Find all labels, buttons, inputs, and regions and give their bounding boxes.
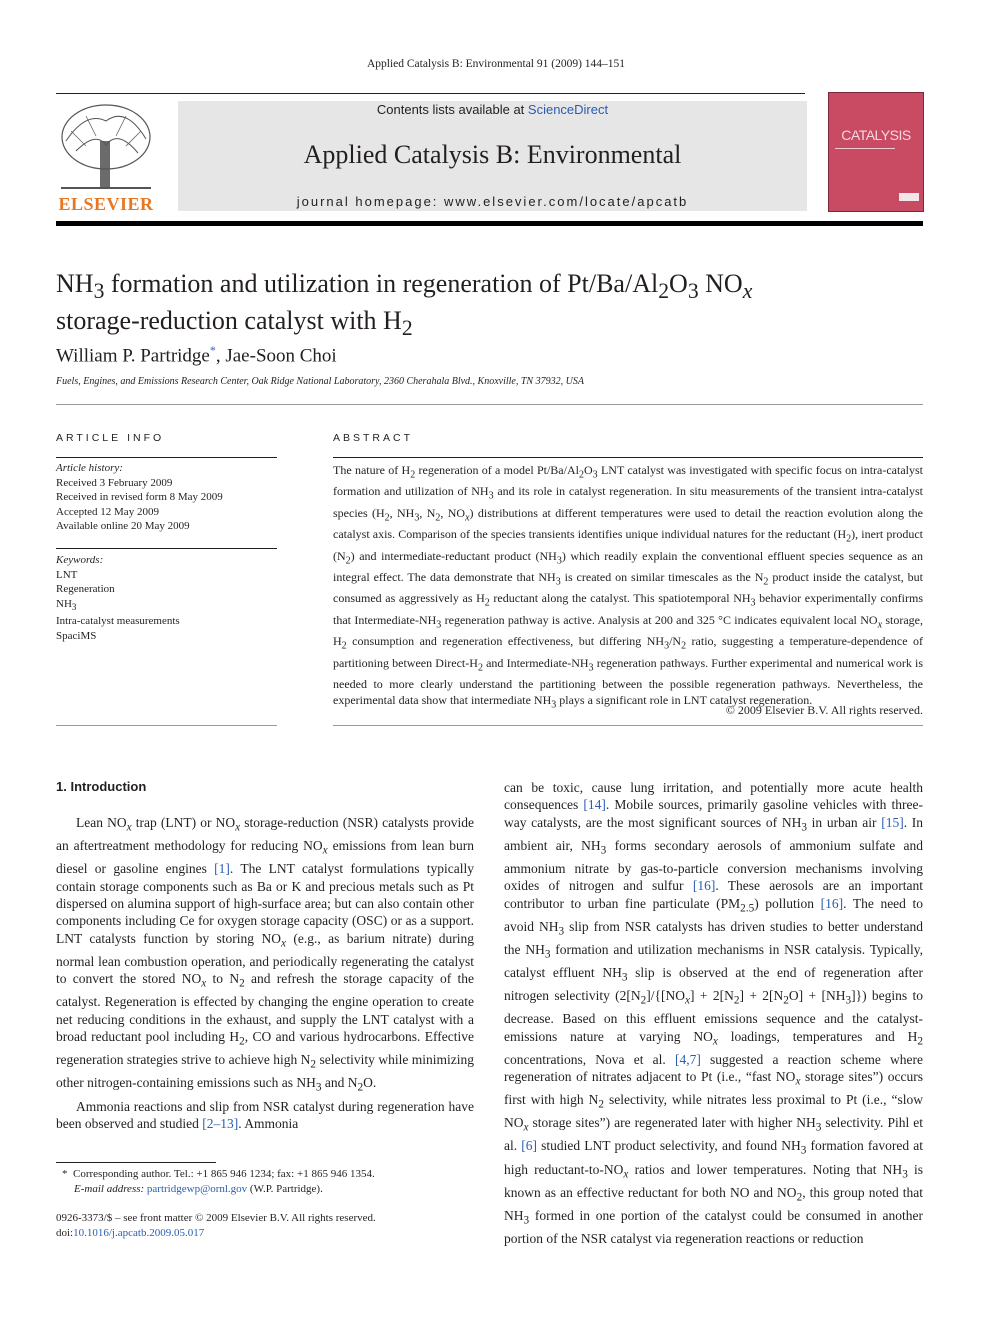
history-revised: Received in revised form 8 May 2009 [56,491,223,503]
intro-paragraph-2: Ammonia reactions and slip from NSR catalyst during regeneration have been observed and studied [2–13]. Ammonia [56,1098,474,1131]
article-info-rule-bottom [56,725,277,726]
corresponding-author-footnote [62,1167,482,1196]
keyword-item: SpaciMS [56,629,97,642]
abstract-rule-top [333,457,923,458]
journal-title: Applied Catalysis B: Environmental [303,140,682,169]
sciencedirect-link[interactable]: ScienceDirect [527,102,609,117]
contents-line [178,102,807,117]
article-info-rule-mid [56,548,277,549]
corresponding-author-text: Corresponding author. Tel.: +1 865 946 1234; fax: +1 865 946 1354. [73,1168,375,1180]
abstract-rule-bottom [333,725,923,726]
keyword-item: Intra-catalyst measurements [56,615,180,628]
affiliation: Fuels, Engines, and Emissions Research Center, Oak Ridge National Laboratory, 2360 Cherahala Blvd., Knoxville, TN 37932, USA [56,376,584,387]
issn-line: 0926-3373/$ – see front matter © 2009 Elsevier B.V. All rights reserved. [56,1212,376,1224]
journal-cover-image[interactable] [828,92,924,212]
header-top-rule [56,93,805,94]
author-partridge: William P. Partridge [56,345,210,367]
author-list [56,343,337,367]
author-choi: Jae-Soon Choi [225,345,337,367]
intro-paragraph-3: can be toxic, cause lung irritation, and potentially more acute health consequences [14]. Mobile sources, primarily gasoline vehicles with three-way catalysts, are the most significant sources of $NH_3$ in urban air [15]. In ambient air, $NH_3$ forms secondary aerosols of ammonium sulfate and ammonium nitrate by gas-to-particle conversion mechanisms involving oxides of nitrogen and sulfur [16]. These aerosols are an important contributor to urban fine particulate $(PM_{2.5})$ pollution [16]. The need to avoid $NH_3$ slip from NSR catalysts has driven studies to better understand the $NH_3$ formation and utilization mechanisms in NSR catalysis. Typically, catalyst effluent $NH_3$ slip is observed at the end of regeneration after nitrogen selectivity $(2[N_2]/\{[NO_x] + 2[N_2] + 2[N_2O] + [NH_3]\})$ begins to decrease. Based on this effluent emissions sequence and the catalyst-emissions nature at varying $NO_x$ loadings, temperatures and $H_2$ concentrations, Nova et al. [4,7] suggested a reaction scheme where regeneration of nitrates adjacent to Pt (i.e., “fast $NO_x$ storage sites”) occurs first with high $N_2$ selectivity, while nitrates less proximal to Pt (i.e., “slow $NO_x$ storage sites”) are regenerated later with higher $NH_3$ selectivity. Pihl et al. [6] studied LNT product selectivity, and found $NH_3$ formation favored at high reductant-$to-NO_x$ ratios and lower temperatures. Noting that $NH_3$ is known as an effective reductant for both NO and $NO_2$, this group noted that $NH_3$ formed in one portion of the catalyst could be consumed in another portion of the NSR catalyst via regeneration reactions or reduction [504,780,924,1246]
history-received: Received 3 February 2009 [56,476,173,489]
article-info-rule-top [56,457,277,458]
history-online: Available online 20 May 2009 [56,520,190,532]
cover-label-box [899,193,919,201]
section-heading-introduction: 1. Introduction [56,779,147,794]
article-info-heading: ARTICLE INFO [56,432,165,444]
cover-title: CATALYSIS [841,127,911,143]
elsevier-logo[interactable] [56,101,156,213]
footnote-rule [56,1162,216,1163]
article-title: $NH_3$ formation and utilization in regeneration of $Pt/Ba/Al_2O_3$ $NO_x$ storage-reduction catalyst with $H_2$ [56,269,753,341]
intro-paragraph-1: Lean $NO_x$ trap (LNT) or $NO_x$ storage-reduction (NSR) catalysts provide an aftertreatment methodology for reducing $NO_x$ emissions from lean burn diesel or gasoline engines [1]. The LNT catalyst formulations typically contain storage components such as Ba or K and precious metals such as Pt dispersed on alumina support of high-surface area; but can also contain other components including Ce for oxygen storage capacity (OSC) or as a support. LNT catalysts function by storing $NO_x$ (e.g., as barium nitrate) during normal lean combustion operation, and periodically regenerating the catalyst to convert the stored $NO_x$ to $N_2$ and refresh the storage capacity of the catalyst. Regeneration is effected by changing the engine operation to create net reducing conditions in the exhaust, and supply the LNT catalyst with a broad reductant pool including $H_2$, CO and various hydrocarbons. Effective regeneration strategies strive to achieve high $N_2$ selectivity while minimizing other nitrogen-containing emissions such as $NH_3$ and $N_2O$. [56,815,475,1095]
journal-homepage[interactable]: journal homepage: www.elsevier.com/locate/apcatb [296,194,689,209]
contents-prefix: Contents lists available at [376,102,528,117]
email-link[interactable]: partridgewp@ornl.gov [146,1182,248,1195]
body-left-column [56,814,474,1132]
publisher-name: ELSEVIER [58,194,154,214]
email-suffix: (W.P. Partridge). [249,1182,323,1195]
email-label: E-mail address: [74,1182,145,1195]
history-label: Article history: [56,462,123,474]
copyright-notice: © 2009 Elsevier B.V. All rights reserved. [725,703,923,717]
keyword-item: $NH_3$ [56,597,77,612]
doi-label: doi: [56,1226,74,1239]
footnote-mark: * [62,1168,68,1180]
abstract-heading: ABSTRACT [333,432,414,444]
doi-link[interactable]: 10.1016/j.apcatb.2009.05.017 [73,1226,205,1239]
issn-doi-block [56,1211,506,1240]
cover-divider [835,148,895,149]
keywords [56,553,277,643]
keyword-item: Regeneration [56,583,115,595]
author-separator: , [215,345,226,367]
corresponding-author-mark[interactable]: * [209,343,216,357]
abstract-text: The nature of $H_2$ regeneration of a model $Pt/Ba/Al_2O_3$ LNT catalyst was investigated with specific focus on intra-catalyst formation and utilization of $NH_3$ and its role in catalyst regeneration. In situ measurements of the transient intra-catalyst species ($H_2$, $NH_3$, $N_2$, $NO_x$) distributions at different temperatures were used to detail the reaction evolution along the catalyst axis. Comparison of the species transients identifies unique individual natures for the reductant $(H_2)$, inert product $(N_2)$ and intermediate-reductant product $(NH_3)$ which readily explain the conventional effluent species sequence as an integral effect. The data demonstrate that $NH_3$ is created on similar timescales as the $N_2$ product inside the catalyst, but consumed as aggressively as $H_2$ reductant along the catalyst. This spatiotemporal $NH_3$ behavior experimentally confirms that Intermediate-$NH_3$ regeneration pathway is active. Analysis at 200 and 325 °C indicates equivalent local $NO_x$ storage, $H_2$ consumption and regeneration effectiveness, but differing $NH_3/N_2$ ratio, suggesting a temperature-dependence of partitioning between Direct-$H_2$ and Intermediate-$NH_3$ regeneration pathways. Further experimental and numerical work is needed to more clearly understand the partitioning between the possible regeneration pathways. Nevertheless, the experimental data show that intermediate $NH_3$ plays a significant role in LNT catalyst regeneration. [333,463,924,711]
keywords-label: Keywords: [56,554,104,566]
keyword-item: LNT [56,568,78,581]
article-history [56,461,277,534]
body-right-column [504,779,923,1247]
history-accepted: Accepted 12 May 2009 [56,505,159,518]
title-rule [56,404,923,405]
journal-reference: Applied Catalysis B: Environmental 91 (2009) 144–151 [366,58,626,70]
header-thick-rule [56,221,923,226]
